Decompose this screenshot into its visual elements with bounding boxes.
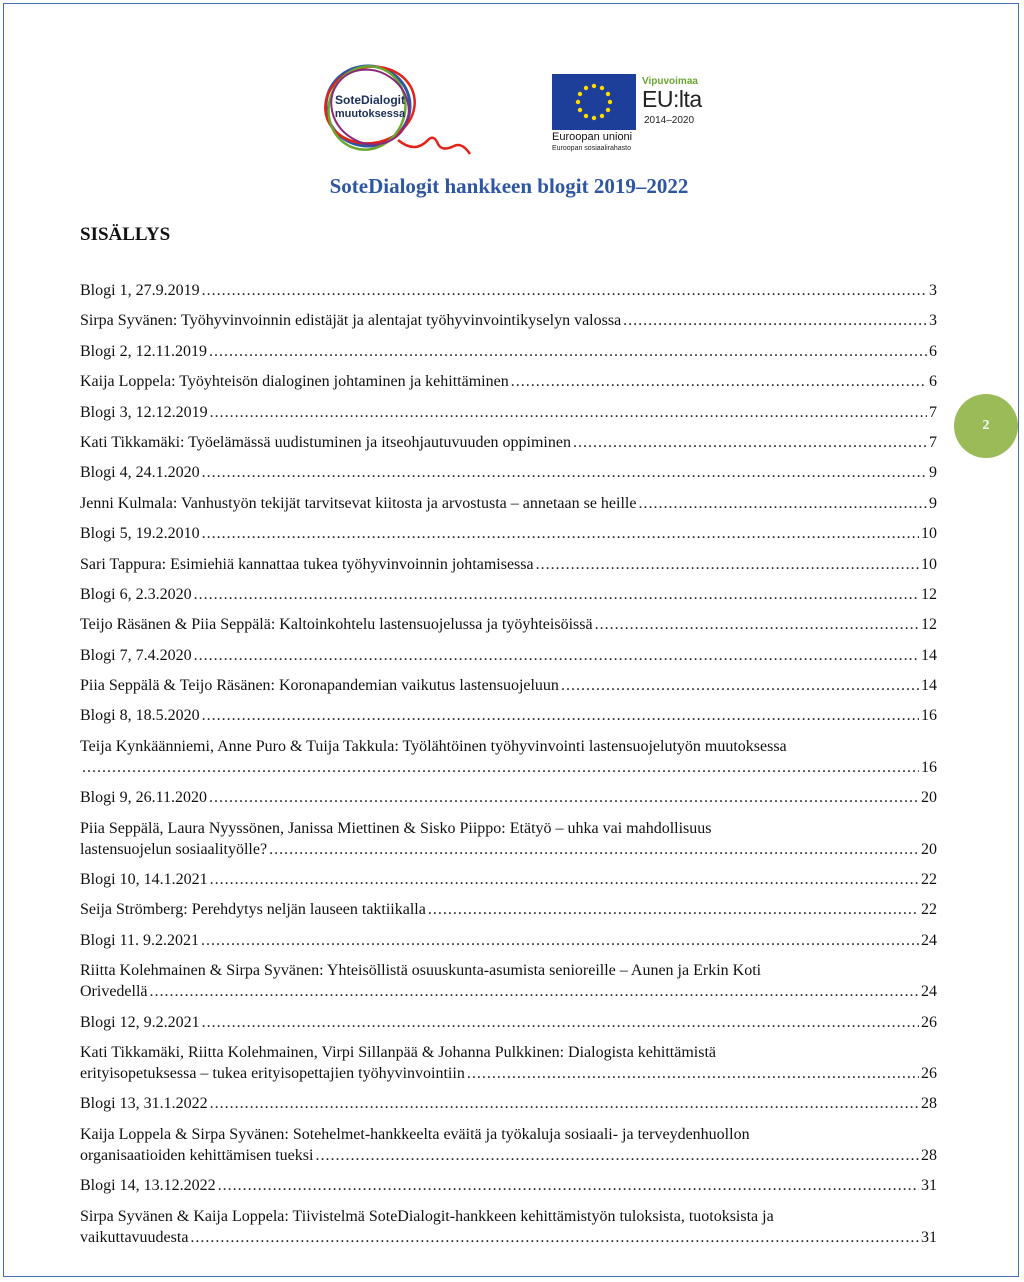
toc-entry[interactable] — [80, 705, 937, 726]
toc-entry-title: Seija Strömberg: Perehdytys neljän lauseen taktiikalla — [80, 901, 426, 919]
eu-subcaption: Euroopan sosiaalirahasto — [552, 145, 631, 152]
toc-entry[interactable] — [80, 493, 937, 514]
toc-entry-title: Blogi 4, 24.1.2020 — [80, 464, 200, 482]
toc-entry[interactable] — [80, 1175, 937, 1196]
toc-entry-title: Blogi 6, 2.3.2020 — [80, 585, 192, 603]
toc-page-number: 7 — [929, 403, 937, 421]
toc-page-number: 24 — [921, 983, 937, 1001]
toc-entry[interactable] — [80, 736, 937, 778]
toc-entry[interactable] — [80, 432, 937, 453]
toc-page-number: 20 — [921, 840, 937, 858]
page-number-badge: 2 — [954, 394, 1018, 458]
toc-entry-title: Blogi 12, 9.2.2021 — [80, 1013, 200, 1031]
toc-entry[interactable] — [80, 310, 937, 331]
toc-dot-leader — [209, 787, 919, 808]
toc-dot-leader — [595, 614, 919, 635]
toc-page-number: 10 — [921, 555, 937, 573]
toc-dot-leader — [82, 757, 919, 778]
toc-page-number: 24 — [921, 931, 937, 949]
toc-page-number: 9 — [929, 494, 937, 512]
document-title: SoteDialogit hankkeen blogit 2019–2022 — [329, 174, 689, 198]
eu-flag-icon — [552, 74, 636, 130]
toc-heading: SISÄLLYS — [80, 224, 171, 245]
toc-dot-leader — [150, 981, 919, 1002]
toc-entry-title: Blogi 14, 13.12.2022 — [80, 1177, 216, 1195]
toc-entry-title: Sari Tappura: Esimiehiä kannattaa tukea työhyvinvoinnin johtamisessa — [80, 555, 534, 573]
toc-entry-title-line: Riitta Kolehmainen & Sirpa Syvänen: Yhteisöllistä osuuskunta-asumista senioreille – Aunen ja Erkin Koti — [80, 962, 762, 980]
toc-entry[interactable] — [80, 960, 937, 1002]
toc-entry-title: Orivedellä — [80, 983, 148, 1001]
toc-entry-title: Blogi 10, 14.1.2021 — [80, 871, 208, 889]
toc-entry-title-line: Kati Tikkamäki, Riitta Kolehmainen, Virpi Sillanpää & Johanna Pulkkinen: Dialogista kehittämistä — [80, 1043, 716, 1061]
toc-entry[interactable] — [80, 899, 937, 920]
toc-entry[interactable] — [80, 1206, 937, 1248]
toc-entry-title-line: Teija Kynkäänniemi, Anne Puro & Tuija Takkula: Työlähtöinen työhyvinvointi lastensuojelutyön muutoksessa — [80, 737, 787, 755]
toc-dot-leader — [201, 930, 919, 951]
toc-dot-leader — [218, 1175, 919, 1196]
toc-page-number: 9 — [929, 464, 937, 482]
toc-entry-title: Blogi 2, 12.11.2019 — [80, 342, 207, 360]
toc-page-number: 12 — [921, 616, 937, 634]
toc-entry-title: lastensuojelun sosiaalityölle? — [80, 840, 268, 858]
toc-entry-title: Blogi 5, 19.2.2010 — [80, 525, 200, 543]
toc-entry-title-line: Piia Seppälä, Laura Nyyssönen, Janissa Miettinen & Sisko Piippo: Etätyö – uhka vai mahdollisuus — [80, 819, 712, 837]
toc-dot-leader — [190, 1227, 919, 1248]
toc-page-number: 3 — [929, 282, 937, 299]
toc-entry[interactable] — [80, 554, 937, 575]
toc-entry-title: Blogi 9, 26.11.2020 — [80, 789, 207, 807]
toc-dot-leader — [202, 1012, 919, 1033]
toc-dot-leader — [209, 341, 927, 362]
toc-entry-title: Blogi 7, 7.4.2020 — [80, 646, 192, 664]
toc-dot-leader — [511, 371, 927, 392]
toc-page-number: 20 — [921, 789, 937, 807]
toc-entry[interactable] — [80, 818, 937, 860]
toc-entry[interactable] — [80, 280, 937, 301]
toc-entry[interactable] — [80, 675, 937, 696]
toc-entry[interactable] — [80, 402, 937, 423]
toc-entry-title: Blogi 8, 18.5.2020 — [80, 707, 200, 725]
toc-entry[interactable] — [80, 1124, 937, 1166]
toc-page-number: 26 — [921, 1013, 937, 1031]
toc-entry[interactable] — [80, 869, 937, 890]
toc-page-number: 16 — [921, 707, 937, 725]
toc-entry-title: Blogi 3, 12.12.2019 — [80, 403, 208, 421]
toc-page-number: 22 — [921, 871, 937, 889]
toc-page-number: 12 — [921, 585, 937, 603]
toc-page-number: 6 — [929, 373, 937, 391]
eu-caption: Euroopan unioni — [552, 131, 633, 143]
toc-entry-title: Blogi 13, 31.1.2022 — [80, 1095, 208, 1113]
toc-entry-title: Kaija Loppela: Työyhteisön dialoginen johtaminen ja kehittäminen — [80, 373, 509, 391]
toc-dot-leader — [210, 402, 927, 423]
toc-page-number: 16 — [921, 758, 937, 776]
toc-page-number: 22 — [921, 901, 937, 919]
toc-entry-title: vaikuttavuudesta — [80, 1228, 189, 1246]
toc-dot-leader — [210, 869, 919, 890]
toc-entry[interactable] — [80, 584, 937, 605]
toc-dot-leader — [202, 705, 919, 726]
table-of-contents — [80, 280, 937, 1257]
toc-entry[interactable] — [80, 1012, 937, 1033]
toc-dot-leader — [202, 462, 927, 483]
toc-dot-leader — [573, 432, 927, 453]
toc-dot-leader — [194, 645, 919, 666]
toc-page-number: 10 — [921, 525, 937, 543]
toc-entry[interactable] — [80, 371, 937, 392]
toc-page-number: 31 — [921, 1228, 937, 1246]
toc-entry[interactable] — [80, 1093, 937, 1114]
toc-entry-title: Piia Seppälä & Teijo Räsänen: Koronapandemian vaikutus lastensuojeluun — [80, 677, 559, 695]
toc-dot-leader — [623, 310, 927, 331]
sotedialogit-logo — [320, 58, 480, 162]
toc-entry-title: Jenni Kulmala: Vanhustyön tekijät tarvitsevat kiitosta ja arvostusta – annetaan se heille — [80, 494, 637, 512]
toc-page-number: 7 — [929, 433, 937, 451]
toc-entry[interactable] — [80, 645, 937, 666]
toc-dot-leader — [536, 554, 919, 575]
toc-page-number: 6 — [929, 342, 937, 360]
toc-page-number: 28 — [921, 1095, 937, 1113]
toc-dot-leader — [210, 1093, 919, 1114]
toc-entry-title: erityisopetuksessa – tukea erityisopettajien työhyvinvointiin — [80, 1064, 465, 1082]
toc-entry-title: Kati Tikkamäki: Työelämässä uudistuminen ja itseohjautuvuuden oppiminen — [80, 433, 571, 451]
eu-logo — [552, 74, 732, 154]
toc-page-number: 26 — [921, 1064, 937, 1082]
toc-dot-leader — [202, 523, 919, 544]
toc-page-number: 31 — [921, 1177, 937, 1195]
toc-entry-title: Teijo Räsänen & Piia Seppälä: Kaltoinkohtelu lastensuojelussa ja työyhteisöissä — [80, 616, 593, 634]
toc-entry-title-line: Sirpa Syvänen & Kaija Loppela: Tiivistelmä SoteDialogit-hankkeen kehittämistyön tuloksista, tuotoksista ja — [80, 1207, 774, 1225]
toc-page-number: 3 — [929, 312, 937, 330]
toc-entry[interactable] — [80, 462, 937, 483]
sote-logo-text-1: SoteDialogit — [334, 93, 406, 107]
sote-logo-text-2: muutoksessa — [334, 108, 406, 120]
vipuvoimaa-years: 2014–2020 — [644, 115, 695, 126]
toc-dot-leader — [638, 493, 927, 514]
toc-dot-leader — [428, 899, 919, 920]
toc-page-number: 14 — [921, 646, 937, 664]
toc-page-number: 28 — [921, 1146, 937, 1164]
logo-bar — [320, 58, 740, 168]
toc-entry-title: Blogi 1, 27.9.2019 — [80, 282, 200, 299]
toc-dot-leader — [202, 280, 927, 301]
vipuvoimaa-label: Vipuvoimaa — [642, 76, 698, 87]
toc-dot-leader — [561, 675, 919, 696]
toc-entry[interactable] — [80, 341, 937, 362]
toc-entry-title: Blogi 11. 9.2.2021 — [80, 931, 199, 949]
toc-entry-title-line: Kaija Loppela & Sirpa Syvänen: Sotehelmet-hankkeelta eväitä ja työkaluja sosiaali- ja terveydenhuollon — [80, 1125, 750, 1143]
toc-page-number: 14 — [921, 677, 937, 695]
toc-dot-leader — [194, 584, 919, 605]
toc-dot-leader — [269, 839, 919, 860]
toc-entry[interactable] — [80, 523, 937, 544]
vipuvoimaa-eu: EU:lta — [642, 86, 702, 112]
toc-dot-leader — [315, 1145, 919, 1166]
toc-entry[interactable] — [80, 787, 937, 808]
toc-entry[interactable] — [80, 930, 937, 951]
toc-entry[interactable] — [80, 614, 937, 635]
toc-entry-title: Sirpa Syvänen: Työhyvinvoinnin edistäjät ja alentajat työhyvinvointikyselyn valossa — [80, 312, 622, 330]
toc-entry-title: organisaatioiden kehittämisen tueksi — [80, 1146, 314, 1164]
toc-entry[interactable] — [80, 1042, 937, 1084]
toc-dot-leader — [467, 1063, 919, 1084]
